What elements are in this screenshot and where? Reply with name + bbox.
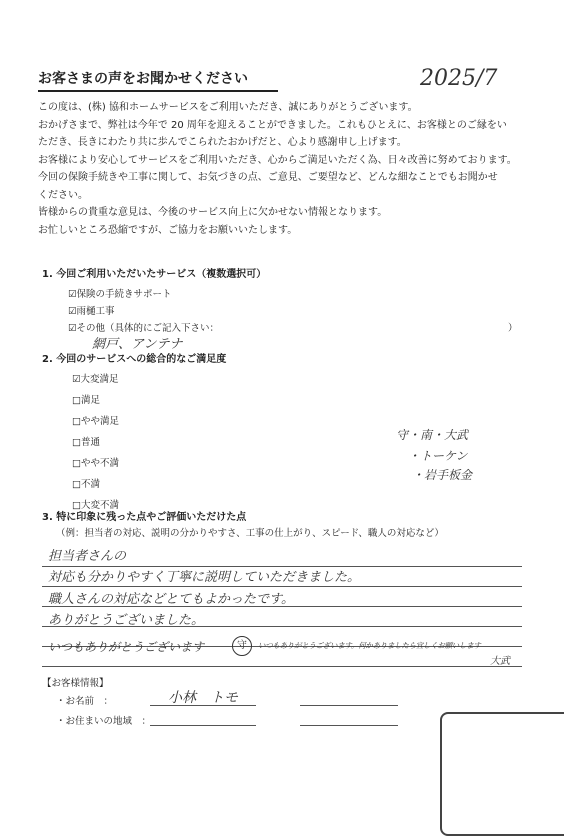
option-label: 保険の手続きサポート (76, 289, 172, 300)
title-underline (38, 90, 278, 92)
option-label: 大変満足 (80, 374, 119, 385)
area-field-line (150, 725, 256, 726)
checkbox-icon[interactable]: □ (72, 500, 81, 511)
checkbox-checked-icon[interactable]: ☑ (68, 289, 77, 300)
intro-line: おかげさまで、弊社は今年で 20 周年を迎えることができました。これもひとえに、お客様とのご縁をい (38, 119, 507, 131)
intro-line: ください。 (38, 189, 88, 201)
q2-option-somewhat-dissatisfied[interactable] (72, 455, 119, 469)
option-label: 雨樋工事 (76, 306, 115, 317)
q1-option-gutter[interactable] (68, 303, 115, 317)
intro-line: 今回の保険手続きや工事に関して、お気づきの点、ご意見、ご要望など、どんな細なことでもお聞かせ (38, 172, 498, 183)
area-label: ・お住まいの地域 ： (56, 716, 152, 727)
answer-handwritten: ありがとうございました。 (48, 613, 205, 628)
answer-handwritten: 担当者さんの (48, 549, 127, 564)
checkbox-checked-icon[interactable]: ☑ (72, 374, 81, 385)
option-label: その他（具体的にご記入下さい： (76, 323, 220, 334)
checkbox-icon[interactable]: □ (72, 416, 81, 427)
customer-info-title: 【お客様情報】 (42, 678, 109, 689)
staff-reply-2: いつもありがとうございます。何かありましたら宜しくお願いします (258, 641, 481, 650)
intro-line: この度は、(株) 協和ホームサービスをご利用いただき、誠にありがとうございます。 (38, 102, 418, 113)
q1-title: 1. 今回ご利用いただいたサービス（複数選択可） (42, 269, 267, 280)
q2-title: 2. 今回のサービスへの総合的なご満足度 (42, 354, 227, 365)
checkbox-icon[interactable]: □ (72, 437, 81, 448)
seal-stamp: 守 (232, 636, 252, 656)
handwritten-date: 2025/7 (420, 66, 498, 91)
option-label: 大変不満 (80, 500, 119, 511)
overlay-box (440, 712, 564, 836)
name-field-line (300, 705, 398, 706)
checkbox-icon[interactable]: □ (72, 395, 81, 406)
option-label: やや不満 (80, 458, 119, 469)
staff-handwritten-1: 守・南・大武 (396, 428, 469, 442)
name-label: ・お名前 ： (56, 696, 114, 707)
intro-line: ただき、長きにわたり共に歩んでこられたおかげだと、心より感謝申し上げます。 (38, 137, 407, 148)
intro-line: お忙しいところ恐縮ですが、ご協力をお願いいたします。 (38, 224, 298, 236)
intro-paragraph (38, 99, 517, 239)
q2-option-somewhat-satisfied[interactable] (72, 413, 119, 427)
checkbox-checked-icon[interactable]: ☑ (68, 323, 77, 334)
intro-line: お客様により安心してサービスをご利用いただき、心からご満足いただく為、日々改善に努めております。 (38, 154, 517, 166)
staff-handwritten-2: ・トーケン (408, 449, 468, 463)
option-label: 満足 (80, 395, 100, 406)
q1-close-paren: ） (508, 323, 518, 334)
q3-title: 3. 特に印象に残った点やご評価いただけた点 (42, 512, 247, 523)
q2-option-dissatisfied[interactable] (72, 476, 100, 490)
q2-option-satisfied[interactable] (72, 392, 100, 406)
q1-option-insurance[interactable] (68, 286, 172, 300)
answer-line (42, 586, 522, 587)
answer-handwritten: 対応も分かりやすく丁寧に説明していただきました。 (48, 570, 361, 585)
q1-option-other[interactable] (68, 320, 219, 334)
intro-line: 皆様からの貴重な意見は、今後のサービス向上に欠かせない情報となります。 (38, 207, 388, 218)
answer-handwritten: 職人さんの対応などとてもよかったです。 (48, 592, 294, 607)
q2-option-very-satisfied[interactable] (72, 371, 119, 385)
area-field-line (300, 725, 398, 726)
checkbox-checked-icon[interactable]: ☑ (68, 306, 77, 317)
q1-other-handwritten: 網戸、アンテナ (92, 337, 183, 352)
staff-reply: いつもありがとうございます (48, 640, 205, 654)
option-label: 不満 (80, 479, 100, 490)
checkbox-icon[interactable]: □ (72, 479, 81, 490)
answer-line (42, 666, 522, 667)
q2-option-neutral[interactable] (72, 434, 100, 448)
name-field-line (150, 705, 256, 706)
staff-handwritten-3: ・岩手板金 (412, 468, 473, 482)
q3-example: （例：担当者の対応、説明の分かりやすさ、工事の仕上がり、スピード、職人の対応など） (56, 528, 444, 539)
option-label: やや満足 (80, 416, 119, 427)
checkbox-icon[interactable]: □ (72, 458, 81, 469)
name-value: 小林 トモ (168, 690, 238, 706)
staff-reply-sign: 大武 (490, 656, 510, 667)
page-title: お客さまの声をお聞かせください (38, 71, 248, 87)
option-label: 普通 (80, 437, 100, 448)
